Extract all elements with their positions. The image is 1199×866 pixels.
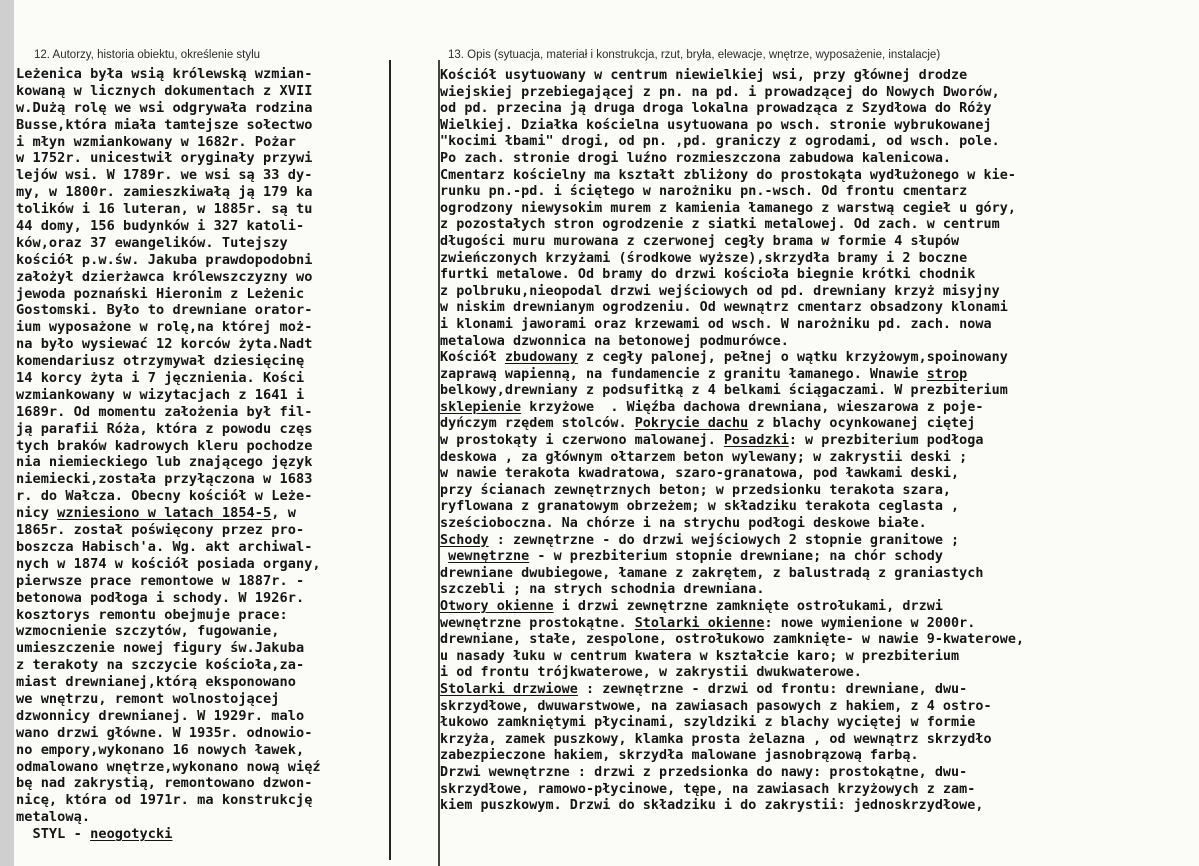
description-line: kiem puszkowym. Drzwi do składziku i do zakrystii: jednoskrzydłowe, bbox=[440, 798, 984, 814]
description-line: z polbruku,nieopodal drzwi wejściowych od pd. drewniany krzyż misyjny bbox=[440, 283, 1000, 299]
description-line: krzyża, zamek puszkowy, klamka prosta żelazna , od wewnątrz skrzydło bbox=[440, 731, 992, 747]
history-line: w 1752r. unicestwił oryginały przywi bbox=[16, 150, 313, 167]
history-line: jewoda poznański Hieronim z Leżenic bbox=[16, 285, 305, 302]
description-line: zwieńczonych krzyżami (środkowe wyższe),skrzydła bramy i 2 boczne bbox=[440, 250, 968, 266]
description-line: u nasady łuku w centrum kwatera w kształcie karo; w prezbiterium bbox=[440, 648, 960, 664]
history-line: z terakoty na szczycie kościoła,za- bbox=[16, 657, 305, 674]
history-line: ium wyposażone w rolę,na której moż- bbox=[16, 319, 313, 336]
history-line: nia niemieckiego lub znającego język bbox=[16, 454, 313, 471]
description-line: drewniane dwubiegowe, łamane z zakrętem, z balustradą z graniastych bbox=[440, 565, 984, 581]
description-line: w niskim drewnianym ogrodzeniu. Od wewnątrz cmentarz obsadzony klonami bbox=[440, 300, 1008, 316]
history-line: Leżenica była wsią królewską wzmian- bbox=[16, 66, 313, 82]
description-line: wewnętrzne prostokątne. Stolarki okienne: nowe wymienione w 2000r. bbox=[440, 615, 976, 631]
description-line: łukowo zamkniętymi płycinami, szyldziki z blachy wyciętej w formie bbox=[440, 715, 976, 731]
description-line: w prostokąty i czerwono malowanej. Posadzki: w prezbiterium podłoga bbox=[440, 433, 984, 449]
history-line: komendariusz otrzymywał dziesięcinę bbox=[16, 353, 305, 370]
history-line: niemiecki,została przyłączona w 1683 bbox=[16, 471, 313, 488]
history-line: ków,oraz 37 ewangelików. Tutejszy bbox=[16, 234, 288, 251]
history-line: ją parafii Róża, która z powodu częs bbox=[16, 420, 313, 437]
history-text-column bbox=[16, 66, 396, 843]
description-line: Kościół zbudowany z cegły palonej, pełnej o wątku krzyżowym,spoinowany bbox=[440, 350, 1008, 366]
history-line: tolików i 16 luteran, w 1885r. są tu bbox=[16, 201, 313, 218]
description-line: i od frontu trójkwaterowe, w zakrystii dwukwaterowe. bbox=[440, 665, 862, 681]
description-line: "kocimi łbami" drogi, od pn. ,pd. graniczy z ogrodami, od wsch. pole. bbox=[440, 134, 1000, 150]
description-line: runku pn.-pd. i ściętego w narożniku pn.-wsch. Od frontu cmentarz bbox=[440, 184, 968, 200]
description-line: w nawie terakota kwadratowa, szaro-granatowa, pod ławkami deski, bbox=[440, 466, 960, 482]
description-line: furtki metalowe. Od bramy do drzwi kościoła biegnie krótki chodnik bbox=[440, 267, 976, 283]
history-line: r. do Wałcza. Obecny kościół w Leże- bbox=[16, 488, 313, 505]
history-line: nicę, która od 1971r. ma konstrukcję bbox=[16, 792, 313, 809]
description-line: i klonami jaworami oraz krzewami od wsch. W narożniku pd. zach. nowa bbox=[440, 316, 992, 332]
description-line: długości muru murowana z czerwonej cegły brama w formie 4 słupów bbox=[440, 233, 960, 249]
history-line: no empory,wykonano 16 nowych ławek, bbox=[16, 741, 305, 758]
description-line: wiejskiej przebiegającej z pn. na pd. i prowadzącej do Nowych Dworów, bbox=[440, 84, 1000, 100]
history-line: boszcza Habisch'a. Wg. akt archiwal- bbox=[16, 538, 313, 555]
history-line: 44 domy, 156 budynków i 327 katoli- bbox=[16, 218, 305, 235]
description-line: ryflowana z granatowym obrzeżem; w składziku terakota ceglasta , bbox=[440, 499, 960, 515]
description-line: Cmentarz kościelny ma kształt zbliżony do prostokąta wydłużonego w kie- bbox=[440, 167, 1016, 183]
document-page bbox=[14, 0, 1199, 866]
history-line: betonowa podłoga i schody. W 1926r. bbox=[16, 589, 305, 606]
history-line: Busse,która miała tamtejsze sołectwo bbox=[16, 116, 313, 133]
description-text-column bbox=[440, 68, 1195, 815]
history-line: założył dzierżawca królewszczyzny wo bbox=[16, 268, 313, 285]
description-line: skrzydłowe, ramowo-płycinowe, tępe, na zawiasach krzyżowych z zam- bbox=[440, 781, 976, 797]
description-line: zabezpieczone hakiem, skrzydła malowane jasnobrązową farbą. bbox=[440, 748, 919, 764]
description-line: Po zach. stronie drogi luźno rozmieszczona zabudowa kalenicowa. bbox=[440, 150, 952, 166]
history-line: my, w 1800r. zamieszkiwałą ją 179 ka bbox=[16, 184, 313, 201]
section-12-header: 12. Autorzy, historia obiektu, określenie stylu bbox=[34, 49, 261, 61]
history-line: w.Dużą rolę we wsi odgrywała rodzina bbox=[16, 99, 313, 116]
history-line: wzmiankowany w wizytacjach z 1641 i bbox=[16, 386, 305, 403]
history-line: STYL - neogotycki bbox=[16, 826, 173, 843]
history-line: Gostomski. Było to drewniane orator- bbox=[16, 302, 313, 319]
history-line: wano drzwi główne. W 1935r. odnowio- bbox=[16, 724, 313, 741]
description-line: dyńczym rzędem stolców. Pokrycie dachu z blachy ocynkowanej ciętej bbox=[440, 416, 976, 432]
description-line: skrzydłowe, dwuwarstwowe, na zawiasach pasowych z hakiem, z 4 ostro- bbox=[440, 698, 992, 714]
history-line: tych braków kadrowych kleru pochodze bbox=[16, 437, 313, 454]
description-line: Otwory okienne i drzwi zewnętrzne zamknięte ostrołukami, drzwi bbox=[440, 599, 943, 614]
history-line: bę nad zakrystią, remontowano dzwon- bbox=[16, 775, 313, 792]
description-line: metalowa dzwonnica na betonowej podmurówce. bbox=[440, 333, 789, 349]
description-line: zaprawą wapienną, na fundamencie z granitu łamanego. Wnawie strop bbox=[440, 366, 968, 382]
history-line: dzwonnicy drewnianej. W 1929r. malo bbox=[16, 707, 305, 724]
history-line: wzmocnienie szczytów, fugowanie, bbox=[16, 623, 280, 640]
history-line: lejów wsi. W 1789r. we wsi są 33 dy- bbox=[16, 167, 313, 184]
description-line: ogrodzony niewysokim murem z kamienia łamanego z warstwą cegieł u góry, bbox=[440, 200, 1016, 216]
history-line: na było wysiewać 12 korców żyta.Nadt bbox=[16, 336, 313, 353]
description-line: belkowy,drewniany z podsufitką z 4 belkami ściągaczami. W prezbiterium bbox=[440, 383, 1008, 399]
description-line: od pd. przecina ją druga droga lokalna prowadząca z Szydłowa do Róży bbox=[440, 101, 992, 117]
history-line: 1865r. został poświęcony przez pro- bbox=[16, 522, 305, 539]
history-line: kowaną w licznych dokumentach z XVII bbox=[16, 82, 313, 99]
description-line: z pozostałych stron ogrodzenie z siatki metalowej. Od zach. w centrum bbox=[440, 217, 1000, 233]
history-line: we wnętrzu, remont wolnostojącej bbox=[16, 690, 280, 707]
history-line: nych w 1874 w kościół posiada organy, bbox=[16, 555, 321, 572]
history-line: 1689r. Od momentu założenia był fil- bbox=[16, 403, 313, 420]
description-line: Drzwi wewnętrzne : drzwi z przedsionka do nawy: prostokątne, dwu- bbox=[440, 764, 968, 780]
history-line: i młyn wzmiankowany w 1682r. Pożar bbox=[16, 133, 296, 150]
description-line: drewniane, stałe, zespolone, ostrołukowo zamknięte- w nawie 9-kwaterowe, bbox=[440, 632, 1025, 648]
history-line: miast drewnianej,którą eksponowano bbox=[16, 674, 296, 691]
description-line: Schody : zewnętrzne - do drzwi wejściowych 2 stopnie granitowe ; bbox=[440, 532, 960, 548]
history-line: kosztorys remontu obejmuje prace: bbox=[16, 606, 288, 623]
section-13-header: 13. Opis (sytuacja, materiał i konstrukcja, rzut, bryła, elewacje, wnętrze, wyposażenie, instalacje) bbox=[448, 49, 941, 61]
history-line: metalową. bbox=[16, 809, 91, 826]
description-line: Wielkiej. Działka kościelna usytuowana po wsch. stronie wybrukowanej bbox=[440, 117, 992, 133]
history-line: umieszczenie nowej figury św.Jakuba bbox=[16, 640, 305, 657]
description-line: przy ścianach zewnętrznych beton; w przedsionku terakota szara, bbox=[440, 482, 952, 498]
description-line: deskowa , za głównym ołtarzem beton wylewany; w zakrystii deski ; bbox=[440, 449, 968, 465]
history-line: 14 korcy żyta i 7 jęcznienia. Kości bbox=[16, 370, 305, 387]
history-line: kościół p.w.św. Jakuba prawdopodobni bbox=[16, 251, 313, 268]
description-line: wewnętrzne - w prezbiterium stopnie drewniane; na chór schody bbox=[448, 549, 943, 565]
history-line: pierwsze prace remontowe w 1887r. - bbox=[16, 572, 305, 589]
history-line: odmalowano wnętrze,wykonano nową więź bbox=[16, 758, 321, 775]
description-line: Stolarki drzwiowe : zewnętrzne - drzwi od frontu: drewniane, dwu- bbox=[440, 681, 968, 697]
description-line: sześcioboczna. Na chórze i na strychu podłogi deskowe białe. bbox=[440, 516, 927, 532]
description-line: szczebli ; na strych schodnia drewniana. bbox=[440, 582, 765, 598]
history-line: nicy wzniesiono w latach 1854-5, w bbox=[16, 505, 296, 522]
description-line: Kościół usytuowany w centrum niewielkiej wsi, przy głównej drodze bbox=[440, 68, 968, 83]
description-line: sklepienie krzyżowe . Więźba dachowa drewniana, wieszarowa z poje- bbox=[440, 399, 984, 415]
